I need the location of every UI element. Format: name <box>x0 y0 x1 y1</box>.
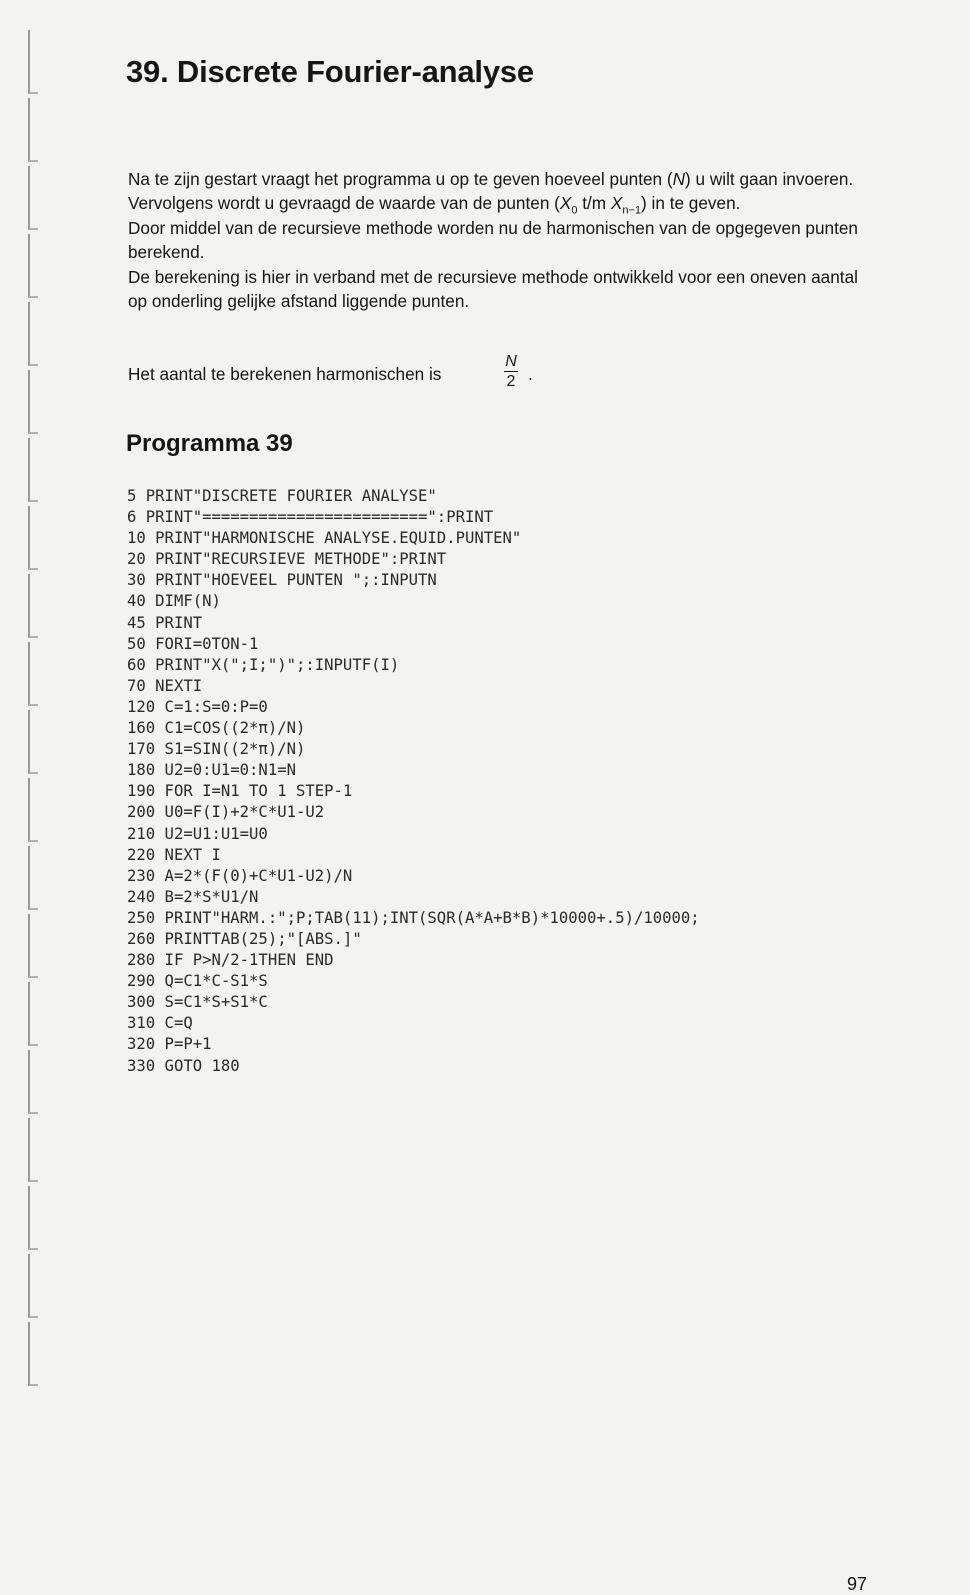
binding-hole <box>28 1254 38 1318</box>
code-line: 30 PRINT"HOEVEEL PUNTEN ";:INPUTN <box>127 571 437 590</box>
formula-text: Het aantal te berekenen harmonischen is <box>128 364 442 384</box>
binding-hole <box>28 778 38 842</box>
code-line: 10 PRINT"HARMONISCHE ANALYSE.EQUID.PUNTEN" <box>127 529 522 548</box>
binding-hole <box>28 710 38 774</box>
fraction-numerator: N <box>505 353 517 370</box>
code-line: 70 NEXTI <box>127 676 203 695</box>
code-line: 320 P=P+1 <box>127 1035 212 1054</box>
code-line: 240 B=2*S*U1/N <box>127 887 259 906</box>
code-line: 20 PRINT"RECURSIEVE METHODE":PRINT <box>127 550 447 569</box>
binding-hole <box>28 574 38 638</box>
code-line: 6 PRINT"========================":PRINT <box>127 508 494 527</box>
binding-hole <box>28 30 38 94</box>
code-line: 180 U2=0:U1=0:N1=N <box>127 761 296 780</box>
binding-hole <box>28 1050 38 1114</box>
code-line: 230 A=2*(F(0)+C*U1-U2)/N <box>127 866 353 885</box>
ring-binding <box>20 20 50 1410</box>
intro-paragraph-1: Na te zijn gestart vraagt het programma u op te geven hoeveel punten (N) u wilt gaan invoeren. Vervolgens wordt u gevraagd de waarde van de punten ($X_0$ t/m $X_{n-1}$) in te geven. <box>128 169 854 217</box>
code-line: 220 NEXT I <box>127 845 221 864</box>
page-number: 97 <box>847 1574 868 1594</box>
code-line: 170 S1=SIN((2*π)/N) <box>127 740 306 759</box>
code-line: 260 PRINTTAB(25);"[ABS.]" <box>127 929 362 948</box>
code-line: 40 DIMF(N) <box>127 592 221 611</box>
binding-hole <box>28 506 38 570</box>
code-line: 45 PRINT <box>127 613 203 632</box>
code-line: 210 U2=U1:U1=U0 <box>127 824 268 843</box>
binding-hole <box>28 234 38 298</box>
binding-hole <box>28 166 38 230</box>
binding-hole <box>28 642 38 706</box>
code-line: 310 C=Q <box>127 1014 193 1033</box>
code-line: 290 Q=C1*C-S1*S <box>127 972 268 991</box>
code-line: 190 FOR I=N1 TO 1 STEP-1 <box>127 782 353 801</box>
binding-hole <box>28 914 38 978</box>
code-line: 280 IF P>N/2-1THEN END <box>127 951 334 970</box>
formula-period: . <box>528 364 533 384</box>
chapter-title: 39. Discrete Fourier-analyse <box>126 54 534 89</box>
binding-hole <box>28 1186 38 1250</box>
binding-hole <box>28 846 38 910</box>
binding-hole <box>28 302 38 366</box>
code-line: 120 C=1:S=0:P=0 <box>127 697 268 716</box>
program-listing <box>127 486 700 1077</box>
intro-paragraph-3: De berekening is hier in verband met de recursieve methode ontwikkeld voor een oneven aantal op onderling gelijke afstand liggende punten. <box>128 266 858 312</box>
binding-hole <box>28 982 38 1046</box>
binding-hole <box>28 1118 38 1182</box>
intro-paragraph-2: Door middel van de recursieve methode worden nu de harmonischen van de opgegeven punten berekend. <box>128 217 858 263</box>
binding-hole <box>28 98 38 162</box>
code-line: 5 PRINT"DISCRETE FOURIER ANALYSE" <box>127 487 437 505</box>
code-line: 60 PRINT"X(";I;")";:INPUTF(I) <box>127 655 400 674</box>
fraction <box>504 352 518 391</box>
intro-text <box>128 167 874 313</box>
binding-hole <box>28 370 38 434</box>
code-line: 50 FORI=0TON-1 <box>127 634 259 653</box>
program-heading: Programma 39 <box>126 430 293 457</box>
code-line: 300 S=C1*S+S1*C <box>127 993 268 1012</box>
code-line: 330 GOTO 180 <box>127 1056 240 1075</box>
code-line: 160 C1=COS((2*π)/N) <box>127 719 306 738</box>
code-line: 200 U0=F(I)+2*C*U1-U2 <box>127 803 325 822</box>
binding-hole <box>28 1322 38 1386</box>
code-line: 250 PRINT"HARM.:";P;TAB(11);INT(SQR(A*A+B*B)*10000+.5)/10000; <box>127 908 700 927</box>
binding-hole <box>28 438 38 502</box>
fraction-denominator: 2 <box>506 373 516 390</box>
